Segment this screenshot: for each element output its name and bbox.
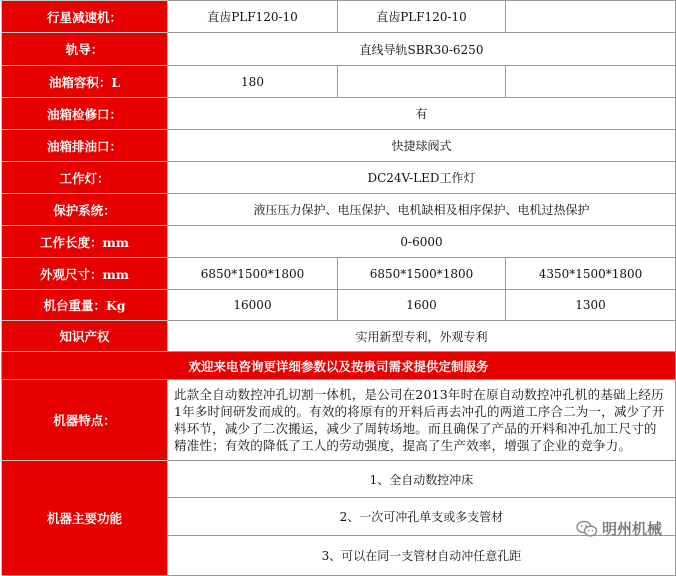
cell-dimensions-1: 6850*1500*1800 [168,258,338,290]
row-function-1 [2,461,676,498]
watermark-text: 明州机械 [601,520,662,538]
label-weight: 机台重量：Kg [2,290,168,321]
row-guide [2,33,676,66]
label-lamp: 工作灯： [2,162,168,194]
value-inspection: 有 [168,98,676,130]
cell-tank-3 [506,66,676,98]
wechat-icon [576,520,598,538]
row-features [2,380,676,461]
cell-reducer-3 [506,1,676,33]
value-guide: 直线导轨SBR30-6250 [168,33,676,66]
cell-weight-2: 1600 [338,290,506,321]
value-ip: 实用新型专利，外观专利 [168,321,676,352]
cell-dimensions-2: 6850*1500*1800 [338,258,506,290]
value-lamp: DC24V-LED工作灯 [168,162,676,194]
cell-reducer-1: 直齿PLF120-10 [168,1,338,33]
spec-table [1,0,676,576]
cell-weight-1: 16000 [168,290,338,321]
function-item-2: 2、一次可冲孔单支或多支管材 [168,498,676,536]
row-protection [2,194,676,226]
label-dimensions: 外观尺寸：mm [2,258,168,290]
label-functions: 机器主要功能 [2,461,168,576]
service-banner: 欢迎来电咨询更详细参数以及按贵司需求提供定制服务 [2,352,676,380]
cell-weight-3: 1300 [506,290,676,321]
row-ip [2,321,676,352]
label-inspection: 油箱检修口： [2,98,168,130]
cell-tank-2 [338,66,506,98]
row-dimensions [2,258,676,290]
label-protection: 保护系统： [2,194,168,226]
row-reducer [2,1,676,33]
row-length [2,226,676,258]
label-features: 机器特点： [2,380,168,461]
cell-reducer-2: 直齿PLF120-10 [338,1,506,33]
row-lamp [2,162,676,194]
label-ip: 知识产权 [2,321,168,352]
watermark [576,518,662,539]
label-reducer: 行星减速机： [2,1,168,33]
row-drain [2,130,676,162]
value-drain: 快捷球阀式 [168,130,676,162]
label-tank: 油箱容积：L [2,66,168,98]
label-guide: 轨导： [2,33,168,66]
cell-dimensions-3: 4350*1500*1800 [506,258,676,290]
row-banner [2,352,676,380]
function-item-3: 3、可以在同一支管材自动冲任意孔距 [168,536,676,576]
label-drain: 油箱排油口： [2,130,168,162]
label-length: 工作长度：mm [2,226,168,258]
row-tank [2,66,676,98]
value-length: 0-6000 [168,226,676,258]
row-inspection [2,98,676,130]
features-text: 此款全自动数控冲孔切割一体机，是公司在2013年时在原自动数控冲孔机的基础上经历1年多时间研发而成的。有效的将原有的开料后再去冲孔的两道工序合二为一，减少了开料环节，减少了二次搬运，减少了周转场地。而且确保了产品的开料和冲孔加工尺寸的精准性；有效的降低了工人的劳动强度，提高了生产效率，增强了企业的竞争力。 [168,380,676,461]
row-weight [2,290,676,321]
function-item-1: 1、全自动数控冲床 [168,461,676,498]
value-protection: 液压压力保护、电压保护、电机缺相及相序保护、电机过热保护 [168,194,676,226]
cell-tank-1: 180 [168,66,338,98]
